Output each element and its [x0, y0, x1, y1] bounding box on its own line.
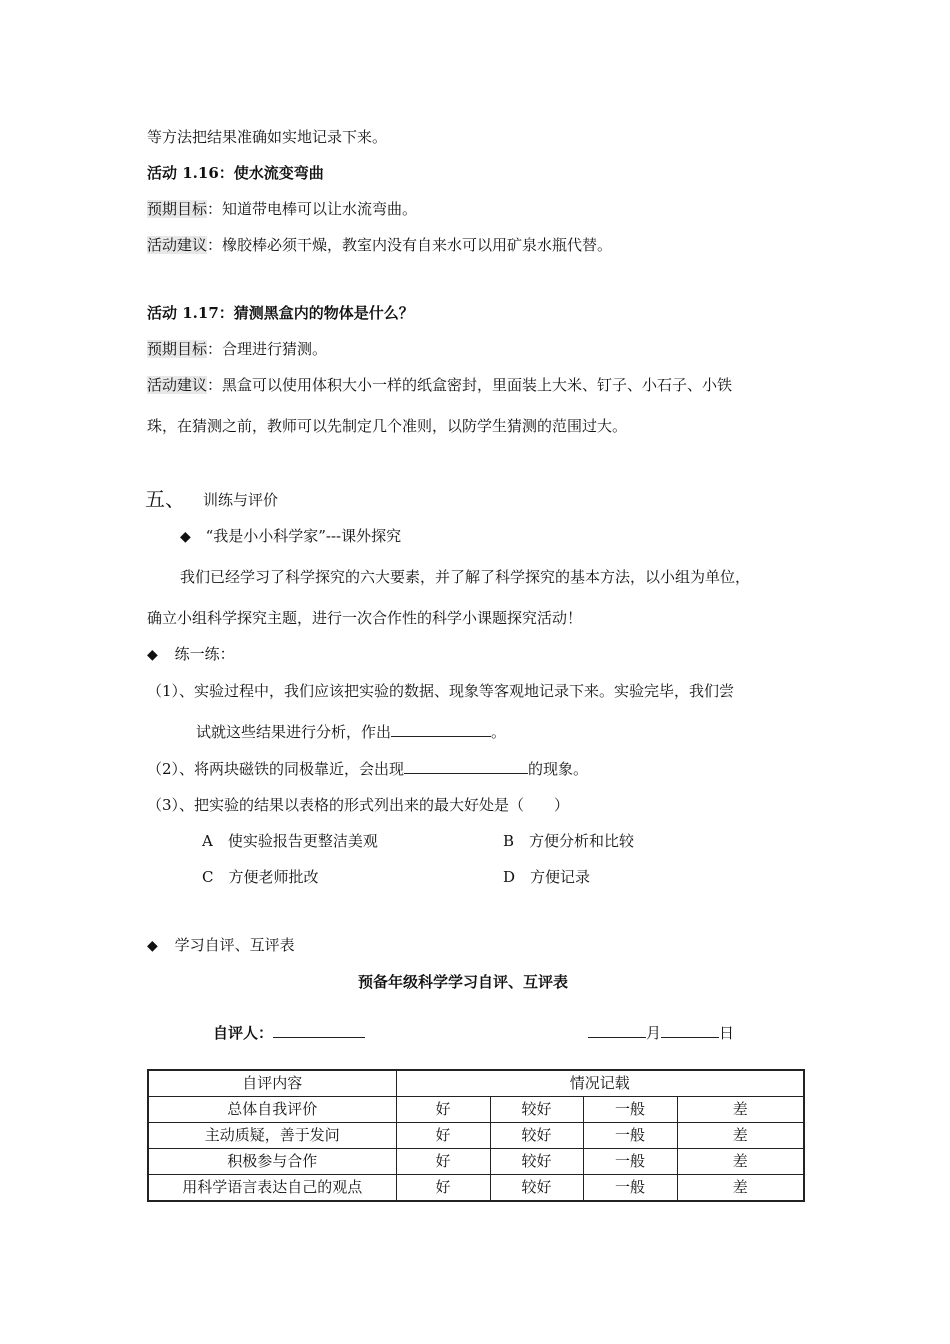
- row-item: 用科学语言表达自己的观点: [148, 1175, 396, 1202]
- eval-form-title: 预备年级科学学习自评、互评表: [358, 973, 569, 991]
- activity-117-advice-cont: 珠，在猜测之前，教师可以先制定几个准则，以防学生猜测的范围过大。: [147, 417, 628, 435]
- advice-label: 活动建议: [147, 376, 208, 394]
- activity-117-title: 活动 1.17：猜测黑盒内的物体是什么？: [147, 304, 414, 322]
- question-1-line-1: （1）、实验过程中，我们应该把实验的数据、现象等客观地记录下来。实验完毕，我们尝: [147, 682, 735, 700]
- diamond-bullet-icon: ◆: [147, 938, 158, 954]
- rating-average[interactable]: 一般: [583, 1175, 677, 1202]
- section-number: 五、: [145, 487, 185, 511]
- rating-average[interactable]: 一般: [583, 1149, 677, 1175]
- day-blank[interactable]: [661, 1023, 719, 1038]
- question-1-line-2: [196, 721, 506, 743]
- option-c[interactable]: C 方便老师批改: [202, 868, 319, 886]
- activity-116-advice: [147, 234, 612, 256]
- header-record: 情况记载: [396, 1070, 804, 1097]
- rating-fairly-good[interactable]: 较好: [490, 1149, 583, 1175]
- option-b[interactable]: B 方便分析和比较: [503, 832, 635, 850]
- goal-label: 预期目标: [147, 200, 208, 218]
- activity-116-title: 活动 1.16：使水流变弯曲: [147, 164, 324, 182]
- goal-text: ：知道带电棒可以让水流弯曲。: [207, 200, 418, 218]
- row-item: 主动质疑，善于发问: [148, 1123, 396, 1149]
- question-2-text: （2）、将两块磁铁的同极靠近，会出现: [147, 760, 405, 778]
- rating-average[interactable]: 一般: [583, 1097, 677, 1123]
- paragraph-line-2: 确立小组科学探究主题，进行一次合作性的科学小课题探究活动！: [147, 609, 583, 627]
- activity-117-goal: [147, 338, 327, 360]
- subheading-explore: [180, 525, 401, 548]
- table-row: [148, 1097, 804, 1123]
- option-d[interactable]: D 方便记录: [503, 868, 591, 886]
- diamond-bullet-icon: ◆: [180, 529, 191, 545]
- rating-fairly-good[interactable]: 较好: [490, 1097, 583, 1123]
- evaluator-row: [213, 1022, 365, 1044]
- question-2-end: 的现象。: [528, 760, 589, 778]
- practice-heading: [147, 643, 235, 666]
- date-row: [588, 1022, 734, 1044]
- rating-poor[interactable]: 差: [677, 1123, 804, 1149]
- activity-116-goal: [147, 198, 417, 220]
- self-eval-heading: [147, 934, 295, 957]
- rating-poor[interactable]: 差: [677, 1149, 804, 1175]
- paragraph-line-1: 我们已经学习了科学探究的六大要素，并了解了科学探究的基本方法，以小组为单位，: [180, 568, 751, 586]
- question-1-end: 。: [491, 723, 507, 741]
- advice-label: 活动建议: [147, 236, 208, 254]
- advice-text-1: ：黑盒可以使用体积大小一样的纸盒密封，里面装上大米、钉子、小石子、小铁: [207, 376, 733, 394]
- practice-heading-text: 练一练：: [174, 645, 235, 663]
- row-item: 积极参与合作: [148, 1149, 396, 1175]
- day-label: 日: [719, 1024, 735, 1042]
- month-blank[interactable]: [588, 1023, 646, 1038]
- diamond-bullet-icon: ◆: [147, 647, 158, 663]
- eval-table: [147, 1069, 805, 1202]
- rating-good[interactable]: 好: [396, 1123, 490, 1149]
- activity-117-advice: [147, 374, 732, 396]
- table-header-row: [148, 1070, 804, 1097]
- intro-line: 等方法把结果准确如实地记录下来。: [147, 128, 388, 146]
- rating-average[interactable]: 一般: [583, 1123, 677, 1149]
- table-row: [148, 1123, 804, 1149]
- question-2: [147, 758, 588, 780]
- evaluator-label: 自评人：: [213, 1024, 274, 1042]
- subheading-text: “我是小小科学家”---课外探究: [205, 527, 402, 545]
- rating-fairly-good[interactable]: 较好: [490, 1123, 583, 1149]
- goal-label: 预期目标: [147, 340, 208, 358]
- question-1-text: 试就这些结果进行分析，作出: [196, 723, 392, 741]
- table-row: [148, 1175, 804, 1202]
- answer-blank-2[interactable]: [404, 759, 528, 774]
- option-a[interactable]: A 使实验报告更整洁美观: [202, 832, 378, 850]
- section-title: 训练与评价: [203, 491, 279, 509]
- goal-text: ：合理进行猜测。: [207, 340, 328, 358]
- rating-poor[interactable]: 差: [677, 1097, 804, 1123]
- rating-good[interactable]: 好: [396, 1097, 490, 1123]
- rating-poor[interactable]: 差: [677, 1175, 804, 1202]
- row-item: 总体自我评价: [148, 1097, 396, 1123]
- evaluator-blank[interactable]: [273, 1023, 365, 1038]
- rating-fairly-good[interactable]: 较好: [490, 1175, 583, 1202]
- self-eval-heading-text: 学习自评、互评表: [174, 936, 295, 954]
- month-label: 月: [646, 1024, 662, 1042]
- question-3: （3）、把实验的结果以表格的形式列出来的最大好处是（ ）: [147, 796, 570, 814]
- table-row: [148, 1149, 804, 1175]
- rating-good[interactable]: 好: [396, 1175, 490, 1202]
- answer-blank-1[interactable]: [391, 722, 491, 737]
- advice-text: ：橡胶棒必须干燥，教室内没有自来水可以用矿泉水瓶代替。: [207, 236, 613, 254]
- rating-good[interactable]: 好: [396, 1149, 490, 1175]
- header-content: 自评内容: [148, 1070, 396, 1097]
